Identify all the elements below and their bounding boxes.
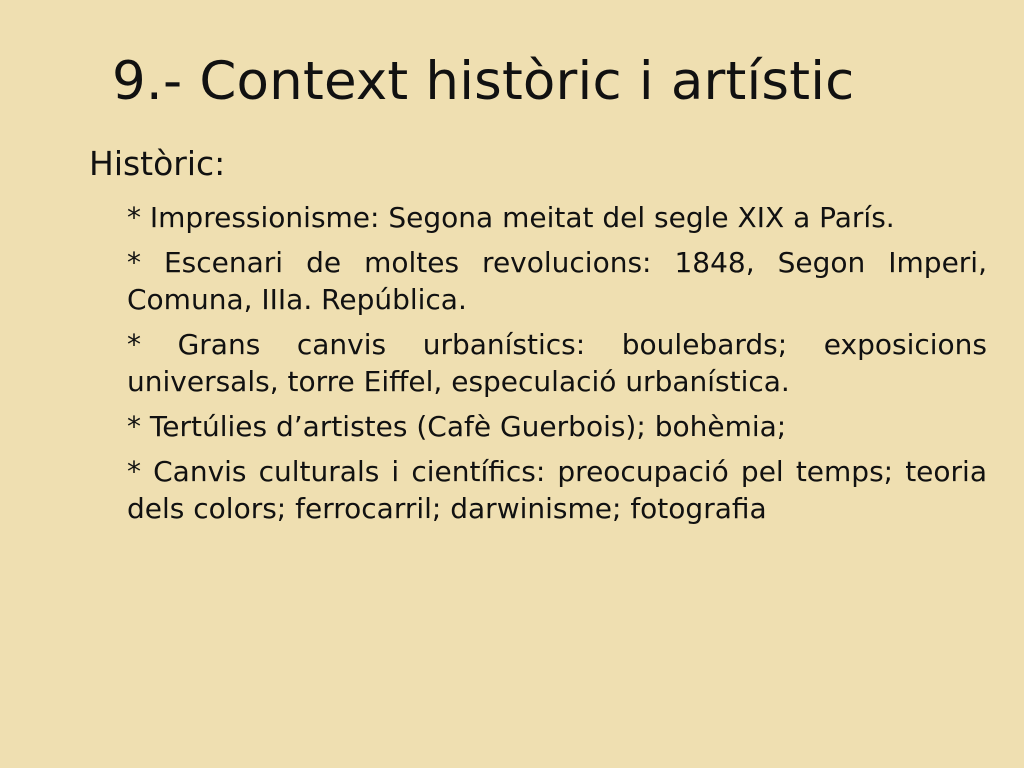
bullet-item-canvis-urbanistics: * Grans canvis urbanístics: boulebards; exposicions universals, torre Eiffel, especulació urbanística. — [127, 328, 987, 398]
bullet-item-tertulies: * Tertúlies d’artistes (Cafè Guerbois); bohèmia; — [127, 410, 787, 443]
bullet-list — [127, 199, 987, 535]
bullet-item-revolucions: * Escenari de moltes revolucions: 1848, Segon Imperi, Comuna, IIIa. República. — [127, 246, 987, 316]
bullet-item-impressionisme: * Impressionisme: Segona meitat del segle XIX a París. — [127, 201, 895, 234]
section-heading-historic: Històric: — [89, 144, 226, 183]
slide-title: 9.- Context històric i artístic — [112, 51, 855, 112]
bullet-item-canvis-culturals: * Canvis culturals i científics: preocupació pel temps; teoria dels colors; ferrocarril; darwinisme; fotografia — [127, 455, 987, 525]
